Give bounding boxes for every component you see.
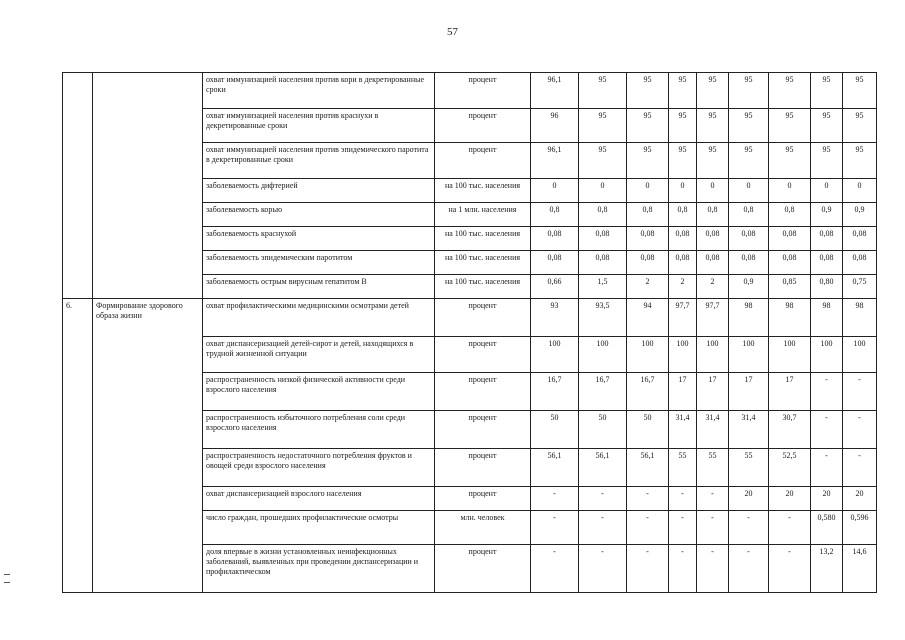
value-cell: 95 — [669, 73, 697, 109]
value-cell: 93,5 — [579, 299, 627, 337]
unit-cell: процент — [435, 411, 531, 449]
value-cell: 0,66 — [531, 275, 579, 299]
value-cell: 2 — [627, 275, 669, 299]
value-cell: 0,08 — [729, 227, 769, 251]
value-cell: 100 — [579, 337, 627, 373]
value-cell: 95 — [811, 143, 843, 179]
value-cell: - — [531, 545, 579, 593]
value-cell: 0,9 — [843, 203, 877, 227]
value-cell: 100 — [843, 337, 877, 373]
value-cell: 31,4 — [729, 411, 769, 449]
value-cell: 0,8 — [579, 203, 627, 227]
value-cell: - — [669, 487, 697, 511]
value-cell: 0,08 — [531, 251, 579, 275]
unit-cell: процент — [435, 545, 531, 593]
table-row — [63, 299, 877, 337]
value-cell: 0,9 — [729, 275, 769, 299]
indicator-cell: заболеваемость острым вирусным гепатитом В — [203, 275, 435, 299]
value-cell: 0,08 — [729, 251, 769, 275]
indicator-cell: заболеваемость эпидемическим паротитом — [203, 251, 435, 275]
value-cell: 0,08 — [811, 251, 843, 275]
value-cell: 94 — [627, 299, 669, 337]
value-cell: 50 — [579, 411, 627, 449]
value-cell: 95 — [669, 143, 697, 179]
value-cell: 31,4 — [669, 411, 697, 449]
value-cell: 98 — [811, 299, 843, 337]
section-title-cell: Формирование здорового образа жизни — [93, 299, 203, 593]
unit-cell: на 100 тыс. населения — [435, 275, 531, 299]
value-cell: 0,08 — [627, 227, 669, 251]
value-cell: 95 — [769, 143, 811, 179]
value-cell: 17 — [697, 373, 729, 411]
value-cell: 0 — [579, 179, 627, 203]
value-cell: 0,08 — [769, 251, 811, 275]
value-cell: 95 — [843, 143, 877, 179]
value-cell: 95 — [627, 73, 669, 109]
value-cell: 100 — [627, 337, 669, 373]
value-cell: 100 — [669, 337, 697, 373]
indicator-cell: охват иммунизацией населения против эпидемического паротита в декретированные сроки — [203, 143, 435, 179]
value-cell: 95 — [769, 73, 811, 109]
indicator-cell: доля впервые в жизни установленных неинфекционных заболеваний, выявленных при проведении диспансеризации и профилактическом — [203, 545, 435, 593]
unit-cell: процент — [435, 487, 531, 511]
indicator-cell: число граждан, прошедших профилактические осмотры — [203, 511, 435, 545]
value-cell: 96,1 — [531, 73, 579, 109]
value-cell: 16,7 — [531, 373, 579, 411]
value-cell: 0,80 — [811, 275, 843, 299]
indicator-cell: распространенность недостаточного потребления фруктов и овощей среди взрослого населения — [203, 449, 435, 487]
unit-cell: процент — [435, 299, 531, 337]
value-cell: 96,1 — [531, 143, 579, 179]
indicator-cell: заболеваемость корью — [203, 203, 435, 227]
unit-cell: процент — [435, 373, 531, 411]
scan-edge-mark — [4, 582, 10, 583]
value-cell: 16,7 — [627, 373, 669, 411]
value-cell: - — [669, 545, 697, 593]
value-cell: 20 — [729, 487, 769, 511]
value-cell: 100 — [811, 337, 843, 373]
value-cell: - — [811, 373, 843, 411]
value-cell: 95 — [697, 109, 729, 143]
page-number: 57 — [447, 26, 458, 38]
indicator-cell: распространенность низкой физической активности среди взрослого населения — [203, 373, 435, 411]
unit-cell: млн. человек — [435, 511, 531, 545]
value-cell: 95 — [729, 73, 769, 109]
value-cell: 95 — [579, 109, 627, 143]
unit-cell: процент — [435, 143, 531, 179]
value-cell: - — [697, 487, 729, 511]
value-cell: - — [843, 449, 877, 487]
value-cell: 0,580 — [811, 511, 843, 545]
value-cell: - — [579, 487, 627, 511]
value-cell: 50 — [627, 411, 669, 449]
value-cell: 0,08 — [697, 251, 729, 275]
value-cell: 0,596 — [843, 511, 877, 545]
indicator-cell: заболеваемость краснухой — [203, 227, 435, 251]
value-cell: - — [627, 487, 669, 511]
scan-edge-mark — [4, 574, 10, 575]
value-cell: 95 — [769, 109, 811, 143]
value-cell: - — [729, 545, 769, 593]
value-cell: 96 — [531, 109, 579, 143]
value-cell: 95 — [697, 73, 729, 109]
indicator-cell: заболеваемость дифтерией — [203, 179, 435, 203]
value-cell: 97,7 — [697, 299, 729, 337]
value-cell: 0,08 — [843, 251, 877, 275]
indicator-cell: охват диспансеризацией взрослого населения — [203, 487, 435, 511]
indicator-cell: охват иммунизацией населения против кори в декретированные сроки — [203, 73, 435, 109]
value-cell: - — [579, 545, 627, 593]
value-cell: - — [769, 545, 811, 593]
value-cell: 31,4 — [697, 411, 729, 449]
value-cell: - — [843, 411, 877, 449]
value-cell: 95 — [843, 109, 877, 143]
section-title-cell — [93, 73, 203, 299]
value-cell: 30,7 — [769, 411, 811, 449]
value-cell: 0,8 — [669, 203, 697, 227]
indicator-cell: охват профилактическими медицинскими осмотрами детей — [203, 299, 435, 337]
value-cell: 100 — [729, 337, 769, 373]
value-cell: - — [627, 511, 669, 545]
value-cell: 93 — [531, 299, 579, 337]
indicator-cell: охват диспансеризацией детей-сирот и детей, находящихся в трудной жизненной ситуации — [203, 337, 435, 373]
value-cell: 0 — [627, 179, 669, 203]
value-cell: 0,08 — [811, 227, 843, 251]
value-cell: 95 — [811, 73, 843, 109]
value-cell: 98 — [769, 299, 811, 337]
value-cell: - — [531, 511, 579, 545]
section-number-cell: 6. — [63, 299, 93, 593]
value-cell: 95 — [729, 109, 769, 143]
section-number-cell — [63, 73, 93, 299]
value-cell: - — [627, 545, 669, 593]
value-cell: - — [811, 411, 843, 449]
value-cell: 16,7 — [579, 373, 627, 411]
value-cell: 55 — [669, 449, 697, 487]
value-cell: 14,6 — [843, 545, 877, 593]
unit-cell: процент — [435, 449, 531, 487]
value-cell: - — [811, 449, 843, 487]
value-cell: 0,8 — [627, 203, 669, 227]
value-cell: 0,8 — [531, 203, 579, 227]
value-cell: 0,8 — [769, 203, 811, 227]
value-cell: - — [669, 511, 697, 545]
value-cell: - — [579, 511, 627, 545]
value-cell: 0,08 — [579, 227, 627, 251]
value-cell: 0,08 — [531, 227, 579, 251]
value-cell: 17 — [729, 373, 769, 411]
value-cell: 52,5 — [769, 449, 811, 487]
unit-cell: на 100 тыс. населения — [435, 251, 531, 275]
value-cell: 0,08 — [579, 251, 627, 275]
value-cell: 20 — [769, 487, 811, 511]
value-cell: 100 — [769, 337, 811, 373]
value-cell: - — [843, 373, 877, 411]
value-cell: 55 — [729, 449, 769, 487]
value-cell: 95 — [729, 143, 769, 179]
value-cell: 0,9 — [811, 203, 843, 227]
value-cell: 0 — [843, 179, 877, 203]
value-cell: 0,8 — [697, 203, 729, 227]
value-cell: 55 — [697, 449, 729, 487]
value-cell: 0,08 — [669, 227, 697, 251]
value-cell: - — [769, 511, 811, 545]
value-cell: 95 — [627, 143, 669, 179]
value-cell: 95 — [843, 73, 877, 109]
value-cell: 95 — [627, 109, 669, 143]
unit-cell: на 1 млн. населения — [435, 203, 531, 227]
value-cell: 0 — [669, 179, 697, 203]
value-cell: 56,1 — [579, 449, 627, 487]
value-cell: 0,85 — [769, 275, 811, 299]
value-cell: 0,8 — [729, 203, 769, 227]
value-cell: 0,08 — [627, 251, 669, 275]
value-cell: - — [729, 511, 769, 545]
value-cell: 100 — [531, 337, 579, 373]
value-cell: 0,08 — [843, 227, 877, 251]
unit-cell: на 100 тыс. населения — [435, 227, 531, 251]
indicator-cell: распространенность избыточного потребления соли среди взрослого населения — [203, 411, 435, 449]
value-cell: 17 — [769, 373, 811, 411]
value-cell: 20 — [811, 487, 843, 511]
value-cell: 0,75 — [843, 275, 877, 299]
value-cell: 97,7 — [669, 299, 697, 337]
value-cell: - — [697, 511, 729, 545]
value-cell: 0 — [769, 179, 811, 203]
unit-cell: процент — [435, 337, 531, 373]
unit-cell: на 100 тыс. населения — [435, 179, 531, 203]
unit-cell: процент — [435, 109, 531, 143]
value-cell: 100 — [697, 337, 729, 373]
value-cell: 95 — [579, 143, 627, 179]
value-cell: 95 — [811, 109, 843, 143]
value-cell: 95 — [697, 143, 729, 179]
table-row — [63, 73, 877, 109]
value-cell: 98 — [843, 299, 877, 337]
value-cell: 2 — [669, 275, 697, 299]
value-cell: 95 — [579, 73, 627, 109]
indicators-table — [62, 72, 877, 593]
value-cell: - — [697, 545, 729, 593]
value-cell: 0,08 — [769, 227, 811, 251]
value-cell: 17 — [669, 373, 697, 411]
value-cell: 13,2 — [811, 545, 843, 593]
value-cell: 0,08 — [697, 227, 729, 251]
value-cell: 2 — [697, 275, 729, 299]
value-cell: - — [531, 487, 579, 511]
value-cell: 20 — [843, 487, 877, 511]
value-cell: 1,5 — [579, 275, 627, 299]
indicator-cell: охват иммунизацией населения против краснухи в декретированные сроки — [203, 109, 435, 143]
value-cell: 56,1 — [627, 449, 669, 487]
value-cell: 0,08 — [669, 251, 697, 275]
value-cell: 0 — [811, 179, 843, 203]
value-cell: 50 — [531, 411, 579, 449]
value-cell: 98 — [729, 299, 769, 337]
value-cell: 95 — [669, 109, 697, 143]
value-cell: 0 — [697, 179, 729, 203]
value-cell: 0 — [729, 179, 769, 203]
value-cell: 56,1 — [531, 449, 579, 487]
value-cell: 0 — [531, 179, 579, 203]
unit-cell: процент — [435, 73, 531, 109]
